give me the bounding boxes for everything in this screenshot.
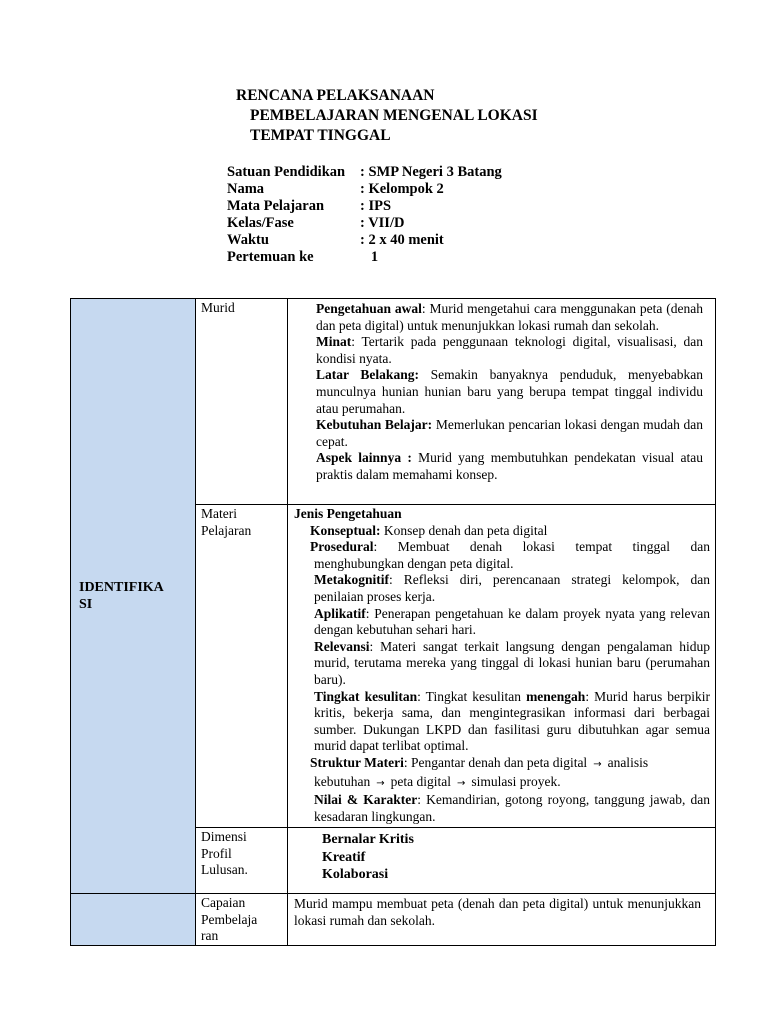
materi-text: peta digital	[390, 773, 451, 789]
materi-text: analisis	[607, 754, 649, 770]
murid-item	[316, 450, 703, 483]
info-label: Nama	[227, 181, 265, 197]
materi-heading-text: Jenis Pengetahuan	[294, 506, 402, 521]
arrow-right-icon: →	[593, 758, 602, 770]
dimensi-item: Bernalar Kritis	[322, 832, 414, 848]
title-line-1: RENCANA PELAKSANAAN	[236, 87, 435, 104]
info-value: : IPS	[360, 198, 392, 214]
info-label: Pertemuan ke	[227, 249, 314, 265]
murid-item-text: : Tertarik pada penggunaan teknologi digital, visualisasi, dan kondisi nyata.	[316, 334, 703, 366]
materi-aplikatif	[294, 606, 710, 639]
murid-item-text: Murid yang membutuhkan pendekatan visual atau praktis dalam memahami konsep.	[316, 450, 703, 482]
identifikasi-heading-line-2: SI	[79, 597, 93, 613]
capaian-label-line-3: ran	[201, 928, 219, 944]
materi-term: Aplikatif	[314, 605, 366, 621]
capaian-label-line-1: Capaian	[201, 895, 246, 911]
materi-nilai-karakter	[294, 792, 710, 825]
info-value: : VII/D	[360, 215, 405, 231]
murid-item-text: Semakin banyaknya penduduk, menyebabkan munculnya hunian hunian baru yang berupa tempat tinggal individu atau perumahan.	[316, 367, 703, 416]
dimensi-content	[288, 828, 716, 894]
murid-item	[316, 367, 703, 417]
murid-label: Murid	[196, 299, 288, 505]
materi-term: menengah	[526, 688, 586, 704]
info-label: Waktu	[227, 232, 269, 248]
materi-label-line-1: Materi	[201, 506, 237, 521]
materi-term: Nilai & Karakter	[314, 792, 418, 808]
materi-metakognitif	[294, 572, 710, 605]
murid-item-term: Latar Belakang:	[316, 367, 419, 383]
dimensi-label	[196, 828, 288, 894]
materi-struktur-cont	[294, 774, 710, 793]
materi-term: Tingkat kesulitan	[314, 688, 418, 704]
capaian-heading-cell	[71, 894, 196, 946]
materi-label	[196, 505, 288, 828]
materi-text: kebutuhan	[314, 773, 371, 789]
dimensi-label-line-1: Dimensi	[201, 829, 247, 845]
row-capaian	[71, 894, 716, 946]
materi-text: simulasi proyek.	[471, 773, 561, 789]
materi-konseptual	[294, 523, 710, 540]
info-block	[227, 164, 502, 266]
murid-item	[316, 417, 703, 450]
capaian-text: Murid mampu membuat peta (denah dan peta digital) untuk menunjukkan lokasi rumah dan sekolah.	[294, 896, 701, 928]
murid-item-term: Kebutuhan Belajar:	[316, 417, 433, 433]
materi-text: : Tingkat kesulitan	[417, 688, 527, 704]
materi-term: Relevansi	[314, 638, 370, 654]
materi-text: : Membuat denah lokasi tempat tinggal dan	[373, 539, 710, 555]
murid-content	[288, 299, 716, 505]
info-row-satuan	[227, 164, 502, 181]
materi-term: Konseptual:	[310, 522, 381, 538]
info-label: Mata Pelajaran	[227, 198, 325, 214]
dimensi-label-line-3: Lulusan.	[201, 862, 248, 878]
materi-prosedural-cont: menghubungkan dengan peta digital.	[314, 555, 514, 571]
info-row-pertemuan	[227, 249, 502, 266]
materi-term: Metakognitif	[314, 572, 389, 588]
document-title	[236, 86, 538, 146]
materi-text: : Materi sangat terkait langsung dengan pengalaman hidup murid, terutama mereka yang tinggal di lokasi hunian baru (perumahan baru).	[314, 638, 710, 687]
info-row-nama	[227, 181, 502, 198]
dimensi-label-line-2: Profil	[201, 845, 232, 861]
identifikasi-table	[70, 298, 716, 946]
murid-item-term: Pengetahuan awal	[316, 301, 422, 316]
capaian-label	[196, 894, 288, 946]
materi-tingkat-kesulitan	[294, 689, 710, 755]
materi-heading	[294, 506, 710, 523]
murid-item-term: Minat	[316, 334, 352, 350]
title-line-2: PEMBELAJARAN MENGENAL LOKASI	[250, 107, 538, 124]
info-value: : SMP Negeri 3 Batang	[360, 164, 502, 180]
materi-text: : Murid harus berpikir kritis, bekerja sama, dan mengintegrasikan informasi dari berbagai sumber. Dukungan LKPD dan fasilitasi guru dibutuhkan agar semua murid dapat terlibat optimal.	[314, 688, 710, 754]
capaian-label-line-2: Pembelaja	[201, 911, 258, 927]
info-row-kelas	[227, 215, 502, 232]
identifikasi-heading	[71, 299, 196, 894]
row-murid	[71, 299, 716, 505]
materi-text: : Kemandirian, gotong royong, tanggung jawab, dan kesadaran lingkungan.	[314, 792, 710, 824]
materi-relevansi	[294, 639, 710, 689]
dimensi-item: Kreatif	[322, 849, 366, 865]
arrow-right-icon: →	[457, 777, 466, 789]
identifikasi-heading-line-1: IDENTIFIKA	[79, 580, 164, 596]
murid-item-text: Memerlukan pencarian lokasi dengan mudah dan cepat.	[316, 417, 704, 449]
materi-label-line-2: Pelajaran	[201, 522, 252, 538]
materi-term: Struktur Materi	[310, 754, 404, 770]
murid-item	[316, 334, 703, 367]
materi-content	[288, 505, 716, 828]
materi-term: Prosedural	[310, 539, 374, 555]
dimensi-item: Kolaborasi	[322, 867, 389, 883]
info-value: : 2 x 40 menit	[360, 232, 444, 248]
info-value: : Kelompok 2	[360, 181, 444, 197]
title-line-3: TEMPAT TINGGAL	[250, 127, 391, 144]
capaian-content	[288, 894, 716, 946]
materi-text: : Penerapan pengetahuan ke dalam proyek nyata yang relevan dengan kebutuhan sehari hari.	[314, 605, 710, 638]
murid-item	[316, 301, 703, 334]
materi-prosedural	[294, 539, 710, 556]
murid-item-text: : Murid mengetahui cara menggunakan peta (denah dan peta digital) untuk menunjukkan lokasi rumah dan sekolah.	[316, 301, 703, 333]
info-value: 1	[360, 249, 379, 265]
info-label: Satuan Pendidikan	[227, 164, 346, 180]
arrow-right-icon: →	[376, 777, 385, 789]
materi-text: : Pengantar denah dan peta digital	[403, 754, 588, 770]
materi-text: Konsep denah dan peta digital	[380, 522, 548, 538]
materi-struktur	[294, 755, 710, 774]
info-row-mapel	[227, 198, 502, 215]
materi-text: : Refleksi diri, perencanaan strategi kelompok, dan penilaian proses kerja.	[314, 572, 710, 604]
murid-item-term: Aspek lainnya :	[316, 450, 412, 466]
info-row-waktu	[227, 232, 502, 249]
info-label: Kelas/Fase	[227, 215, 294, 231]
